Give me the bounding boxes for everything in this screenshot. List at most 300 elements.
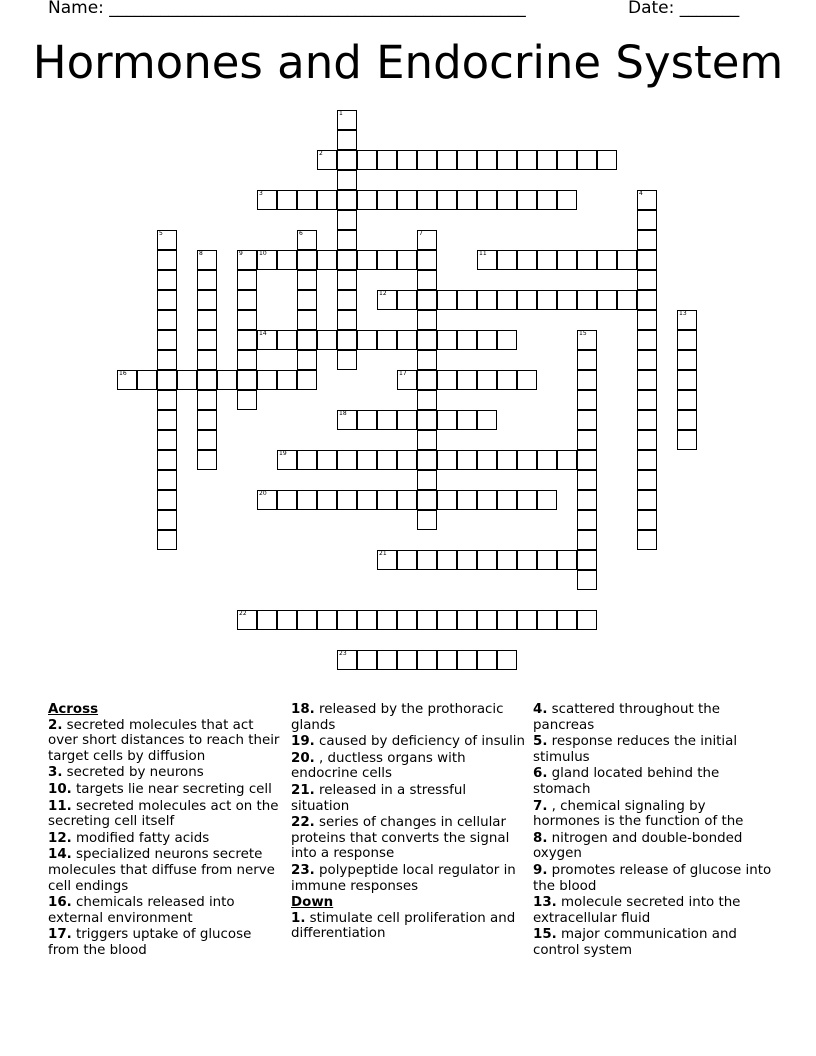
crossword-cell[interactable] <box>397 410 417 430</box>
crossword-cell[interactable] <box>157 350 177 370</box>
crossword-cell[interactable] <box>337 350 357 370</box>
crossword-cell[interactable] <box>557 610 577 630</box>
crossword-cell[interactable] <box>357 450 377 470</box>
crossword-cell[interactable] <box>197 310 217 330</box>
crossword-cell[interactable] <box>337 290 357 310</box>
crossword-cell[interactable] <box>357 150 377 170</box>
crossword-cell[interactable] <box>597 150 617 170</box>
crossword-cell[interactable] <box>577 450 597 470</box>
crossword-cell[interactable] <box>577 430 597 450</box>
crossword-cell[interactable] <box>637 310 657 330</box>
crossword-cell[interactable] <box>197 250 217 270</box>
crossword-cell[interactable] <box>237 350 257 370</box>
crossword-cell[interactable] <box>317 450 337 470</box>
crossword-cell[interactable] <box>337 190 357 210</box>
crossword-cell[interactable] <box>577 150 597 170</box>
crossword-cell[interactable] <box>377 490 397 510</box>
crossword-cell[interactable] <box>417 230 437 250</box>
crossword-cell[interactable] <box>517 490 537 510</box>
crossword-cell[interactable] <box>197 290 217 310</box>
crossword-cell[interactable] <box>117 370 137 390</box>
crossword-cell[interactable] <box>517 610 537 630</box>
crossword-cell[interactable] <box>297 330 317 350</box>
crossword-cell[interactable] <box>557 550 577 570</box>
crossword-cell[interactable] <box>297 190 317 210</box>
crossword-cell[interactable] <box>397 650 417 670</box>
clue-number: 13. <box>533 895 557 911</box>
crossword-cell[interactable] <box>237 310 257 330</box>
crossword-cell[interactable] <box>497 450 517 470</box>
crossword-cell[interactable] <box>357 330 377 350</box>
clue-number-label: 3 <box>259 190 263 197</box>
crossword-cell[interactable] <box>297 250 317 270</box>
crossword-cell[interactable] <box>377 650 397 670</box>
crossword-cell[interactable] <box>337 490 357 510</box>
crossword-cell[interactable] <box>157 370 177 390</box>
clue-item <box>291 751 527 782</box>
crossword-cell[interactable] <box>377 290 397 310</box>
clue-text: molecule secreted into the extracellular fluid <box>533 895 741 926</box>
crossword-cell[interactable] <box>397 150 417 170</box>
crossword-cell[interactable] <box>297 230 317 250</box>
crossword-cell[interactable] <box>237 390 257 410</box>
crossword-cell[interactable] <box>637 450 657 470</box>
crossword-cell[interactable] <box>517 370 537 390</box>
crossword-cell[interactable] <box>377 190 397 210</box>
crossword-cell[interactable] <box>337 650 357 670</box>
crossword-cell[interactable] <box>637 250 657 270</box>
clue-item <box>291 734 527 750</box>
crossword-cell[interactable] <box>197 430 217 450</box>
crossword-cell[interactable] <box>457 330 477 350</box>
crossword-cell[interactable] <box>537 290 557 310</box>
crossword-cell[interactable] <box>497 290 517 310</box>
clue-text: gland located behind the stomach <box>533 766 720 797</box>
crossword-cell[interactable] <box>397 450 417 470</box>
crossword-cell[interactable] <box>417 470 437 490</box>
crossword-cell[interactable] <box>277 370 297 390</box>
crossword-cell[interactable] <box>497 330 517 350</box>
crossword-cell[interactable] <box>677 350 697 370</box>
crossword-cell[interactable] <box>577 290 597 310</box>
crossword-cell[interactable] <box>297 310 317 330</box>
crossword-cell[interactable] <box>137 370 157 390</box>
crossword-cell[interactable] <box>537 610 557 630</box>
crossword-cell[interactable] <box>417 390 437 410</box>
crossword-cell[interactable] <box>397 610 417 630</box>
crossword-cell[interactable] <box>577 350 597 370</box>
crossword-cell[interactable] <box>157 310 177 330</box>
crossword-cell[interactable] <box>677 370 697 390</box>
crossword-cell[interactable] <box>577 330 597 350</box>
crossword-cell[interactable] <box>157 490 177 510</box>
crossword-cell[interactable] <box>417 290 437 310</box>
crossword-cell[interactable] <box>417 190 437 210</box>
crossword-cell[interactable] <box>417 430 437 450</box>
crossword-cell[interactable] <box>637 330 657 350</box>
crossword-cell[interactable] <box>337 210 357 230</box>
crossword-cell[interactable] <box>357 410 377 430</box>
crossword-cell[interactable] <box>257 490 277 510</box>
crossword-cell[interactable] <box>477 250 497 270</box>
crossword-cell[interactable] <box>617 290 637 310</box>
clue-number-label: 5 <box>159 230 163 237</box>
crossword-cell[interactable] <box>537 490 557 510</box>
crossword-cell[interactable] <box>317 490 337 510</box>
crossword-cell[interactable] <box>457 410 477 430</box>
crossword-cell[interactable] <box>197 370 217 390</box>
clue-number: 11. <box>48 798 72 814</box>
crossword-cell[interactable] <box>397 370 417 390</box>
crossword-cell[interactable] <box>677 430 697 450</box>
crossword-cell[interactable] <box>257 250 277 270</box>
crossword-cell[interactable] <box>157 450 177 470</box>
crossword-cell[interactable] <box>577 490 597 510</box>
crossword-cell[interactable] <box>417 350 437 370</box>
crossword-cell[interactable] <box>457 370 477 390</box>
crossword-cell[interactable] <box>397 550 417 570</box>
crossword-cell[interactable] <box>337 270 357 290</box>
clue-item <box>291 702 527 733</box>
crossword-cell[interactable] <box>637 530 657 550</box>
clue-text: released in a stressful situation <box>291 782 467 814</box>
crossword-cell[interactable] <box>337 150 357 170</box>
crossword-cell[interactable] <box>637 210 657 230</box>
crossword-cell[interactable] <box>397 190 417 210</box>
crossword-cell[interactable] <box>277 330 297 350</box>
crossword-cell[interactable] <box>337 130 357 150</box>
crossword-cell[interactable] <box>557 450 577 470</box>
crossword-cell[interactable] <box>357 490 377 510</box>
crossword-cell[interactable] <box>197 330 217 350</box>
crossword-cell[interactable] <box>257 190 277 210</box>
crossword-cell[interactable] <box>417 150 437 170</box>
clue-text: promotes release of glucose into the blood <box>533 862 772 894</box>
crossword-cell[interactable] <box>517 290 537 310</box>
crossword-cell[interactable] <box>157 470 177 490</box>
clues-column-2 <box>291 702 527 943</box>
crossword-cell[interactable] <box>357 190 377 210</box>
clue-text: nitrogen and double-bonded oxygen <box>533 830 743 862</box>
crossword-cell[interactable] <box>377 330 397 350</box>
crossword-cell[interactable] <box>437 370 457 390</box>
crossword-cell[interactable] <box>377 410 397 430</box>
crossword-cell[interactable] <box>477 150 497 170</box>
crossword-cell[interactable] <box>417 250 437 270</box>
crossword-cell[interactable] <box>537 450 557 470</box>
crossword-cell[interactable] <box>237 250 257 270</box>
clue-number-label: 23 <box>339 650 347 657</box>
clue-item <box>48 765 286 781</box>
crossword-cell[interactable] <box>317 330 337 350</box>
crossword-cell[interactable] <box>357 650 377 670</box>
crossword-cell[interactable] <box>497 190 517 210</box>
crossword-cell[interactable] <box>237 290 257 310</box>
crossword-cell[interactable] <box>397 290 417 310</box>
crossword-cell[interactable] <box>157 270 177 290</box>
crossword-cell[interactable] <box>577 370 597 390</box>
crossword-cell[interactable] <box>397 330 417 350</box>
crossword-cell[interactable] <box>237 610 257 630</box>
crossword-cell[interactable] <box>377 610 397 630</box>
clue-text: scattered throughout the pancreas <box>533 702 720 733</box>
crossword-cell[interactable] <box>337 610 357 630</box>
crossword-cell[interactable] <box>417 490 437 510</box>
clue-item <box>291 911 527 942</box>
clue-number: 8. <box>533 830 548 846</box>
crossword-cell[interactable] <box>637 430 657 450</box>
crossword-cell[interactable] <box>537 250 557 270</box>
crossword-cell[interactable] <box>457 490 477 510</box>
crossword-cell[interactable] <box>477 370 497 390</box>
crossword-cell[interactable] <box>417 410 437 430</box>
crossword-cell[interactable] <box>637 190 657 210</box>
crossword-cell[interactable] <box>437 550 457 570</box>
crossword-cell[interactable] <box>577 530 597 550</box>
clue-number: 12. <box>48 830 72 846</box>
crossword-cell[interactable] <box>537 190 557 210</box>
crossword-cell[interactable] <box>197 350 217 370</box>
crossword-cell[interactable] <box>557 250 577 270</box>
clue-item <box>48 927 286 958</box>
crossword-cell[interactable] <box>557 150 577 170</box>
crossword-cell[interactable] <box>497 490 517 510</box>
crossword-cell[interactable] <box>157 430 177 450</box>
crossword-cell[interactable] <box>377 250 397 270</box>
crossword-cell[interactable] <box>477 550 497 570</box>
crossword-cell[interactable] <box>577 610 597 630</box>
crossword-cell[interactable] <box>457 450 477 470</box>
crossword-cell[interactable] <box>377 150 397 170</box>
crossword-cell[interactable] <box>637 410 657 430</box>
crossword-cell[interactable] <box>157 410 177 430</box>
crossword-cell[interactable] <box>437 610 457 630</box>
crossword-cell[interactable] <box>517 550 537 570</box>
crossword-cell[interactable] <box>237 370 257 390</box>
crossword-cell[interactable] <box>457 610 477 630</box>
crossword-cell[interactable] <box>257 610 277 630</box>
crossword-cell[interactable] <box>237 270 257 290</box>
crossword-cell[interactable] <box>437 330 457 350</box>
crossword-cell[interactable] <box>637 390 657 410</box>
crossword-cell[interactable] <box>677 330 697 350</box>
crossword-cell[interactable] <box>217 370 237 390</box>
crossword-cell[interactable] <box>457 650 477 670</box>
crossword-cell[interactable] <box>577 410 597 430</box>
crossword-cell[interactable] <box>677 390 697 410</box>
crossword-cell[interactable] <box>297 490 317 510</box>
crossword-cell[interactable] <box>337 230 357 250</box>
crossword-cell[interactable] <box>517 190 537 210</box>
crossword-cell[interactable] <box>357 250 377 270</box>
crossword-cell[interactable] <box>337 170 357 190</box>
crossword-cell[interactable] <box>277 250 297 270</box>
crossword-cell[interactable] <box>537 150 557 170</box>
crossword-cell[interactable] <box>437 290 457 310</box>
crossword-cell[interactable] <box>297 350 317 370</box>
crossword-cell[interactable] <box>477 490 497 510</box>
crossword-cell[interactable] <box>497 150 517 170</box>
crossword-cell[interactable] <box>277 610 297 630</box>
crossword-cell[interactable] <box>537 550 557 570</box>
clue-number-label: 13 <box>679 310 687 317</box>
crossword-cell[interactable] <box>577 390 597 410</box>
crossword-cell[interactable] <box>157 250 177 270</box>
page-title: Hormones and Endocrine System <box>32 36 784 89</box>
clue-number: 16. <box>48 895 72 911</box>
crossword-cell[interactable] <box>577 570 597 590</box>
crossword-cell[interactable] <box>557 190 577 210</box>
crossword-cell[interactable] <box>397 490 417 510</box>
crossword-cell[interactable] <box>377 450 397 470</box>
crossword-cell[interactable] <box>637 270 657 290</box>
crossword-cell[interactable] <box>157 390 177 410</box>
crossword-cell[interactable] <box>577 510 597 530</box>
crossword-cell[interactable] <box>157 230 177 250</box>
crossword-cell[interactable] <box>457 190 477 210</box>
crossword-cell[interactable] <box>577 250 597 270</box>
crossword-cell[interactable] <box>497 650 517 670</box>
crossword-cell[interactable] <box>237 330 257 350</box>
crossword-cell[interactable] <box>477 410 497 430</box>
crossword-cell[interactable] <box>417 510 437 530</box>
crossword-cell[interactable] <box>577 470 597 490</box>
crossword-cell[interactable] <box>337 110 357 130</box>
crossword-cell[interactable] <box>377 550 397 570</box>
crossword-cell[interactable] <box>417 270 437 290</box>
crossword-cell[interactable] <box>397 250 417 270</box>
crossword-cell[interactable] <box>477 190 497 210</box>
crossword-cell[interactable] <box>457 550 477 570</box>
crossword-cell[interactable] <box>517 250 537 270</box>
crossword-cell[interactable] <box>637 350 657 370</box>
crossword-cell[interactable] <box>277 490 297 510</box>
crossword-cell[interactable] <box>417 550 437 570</box>
crossword-cell[interactable] <box>317 150 337 170</box>
crossword-cell[interactable] <box>297 270 317 290</box>
clue-item <box>533 895 773 926</box>
crossword-cell[interactable] <box>437 410 457 430</box>
clue-number: 20. <box>291 750 315 766</box>
crossword-cell[interactable] <box>417 370 437 390</box>
crossword-cell[interactable] <box>337 410 357 430</box>
clue-number-label: 2 <box>319 150 323 157</box>
crossword-cell[interactable] <box>557 290 577 310</box>
clue-item <box>533 734 773 765</box>
crossword-cell[interactable] <box>497 550 517 570</box>
crossword-cell[interactable] <box>417 650 437 670</box>
crossword-cell[interactable] <box>277 450 297 470</box>
crossword-cell[interactable] <box>337 310 357 330</box>
crossword-cell[interactable] <box>477 290 497 310</box>
crossword-cell[interactable] <box>297 370 317 390</box>
crossword-cell[interactable] <box>197 410 217 430</box>
crossword-cell[interactable] <box>157 530 177 550</box>
clue-text: major communication and control system <box>533 927 737 958</box>
crossword-cell[interactable] <box>297 610 317 630</box>
crossword-cell[interactable] <box>677 410 697 430</box>
crossword-cell[interactable] <box>257 330 277 350</box>
crossword-cell[interactable] <box>417 450 437 470</box>
crossword-cell[interactable] <box>337 330 357 350</box>
crossword-cell[interactable] <box>497 250 517 270</box>
crossword-cell[interactable] <box>477 330 497 350</box>
date-field-label: Date: _______ <box>628 0 740 18</box>
crossword-cell[interactable] <box>477 610 497 630</box>
crossword-cell[interactable] <box>437 450 457 470</box>
clue-number: 18. <box>291 702 315 717</box>
crossword-cell[interactable] <box>357 610 377 630</box>
clue-number: 23. <box>291 862 315 878</box>
clue-text: secreted molecules that act over short distances to reach their target cells by diffusion <box>48 717 280 764</box>
crossword-cell[interactable] <box>417 610 437 630</box>
crossword-cell[interactable] <box>637 290 657 310</box>
crossword-cell[interactable] <box>317 190 337 210</box>
crossword-cell[interactable] <box>637 370 657 390</box>
crossword-cell[interactable] <box>637 490 657 510</box>
clue-number: 6. <box>533 766 548 782</box>
crossword-cell[interactable] <box>457 150 477 170</box>
clue-number-label: 18 <box>339 410 347 417</box>
crossword-cell[interactable] <box>577 550 597 570</box>
crossword-cell[interactable] <box>437 150 457 170</box>
crossword-cell[interactable] <box>597 250 617 270</box>
clue-text: specialized neurons secrete molecules that diffuse from nerve cell endings <box>48 847 275 894</box>
clue-number-label: 1 <box>339 110 343 117</box>
crossword-cell[interactable] <box>517 150 537 170</box>
crossword-cell[interactable] <box>597 290 617 310</box>
crossword-cell[interactable] <box>297 290 317 310</box>
crossword-cell[interactable] <box>277 190 297 210</box>
crossword-cell[interactable] <box>437 650 457 670</box>
clue-text: , chemical signaling by hormones is the function of the <box>533 798 744 830</box>
crossword-cell[interactable] <box>257 370 277 390</box>
crossword-cell[interactable] <box>637 230 657 250</box>
crossword-cell[interactable] <box>437 190 457 210</box>
crossword-cell[interactable] <box>477 650 497 670</box>
crossword-cell[interactable] <box>337 450 357 470</box>
crossword-cell[interactable] <box>477 450 497 470</box>
crossword-cell[interactable] <box>317 610 337 630</box>
crossword-cell[interactable] <box>417 330 437 350</box>
clue-number: 1. <box>291 910 306 926</box>
crossword-cell[interactable] <box>417 310 437 330</box>
clue-number-label: 20 <box>259 490 267 497</box>
crossword-cell[interactable] <box>157 330 177 350</box>
crossword-cell[interactable] <box>177 370 197 390</box>
crossword-cell[interactable] <box>197 270 217 290</box>
clue-text: released by the prothoracic glands <box>291 702 504 733</box>
crossword-cell[interactable] <box>157 290 177 310</box>
crossword-cell[interactable] <box>457 290 477 310</box>
crossword-cell[interactable] <box>297 450 317 470</box>
clues-column-3 <box>533 702 773 960</box>
crossword-cell[interactable] <box>197 390 217 410</box>
crossword-cell[interactable] <box>637 510 657 530</box>
clue-item <box>291 863 527 894</box>
crossword-cell[interactable] <box>637 470 657 490</box>
crossword-cell[interactable] <box>617 250 637 270</box>
crossword-cell[interactable] <box>497 610 517 630</box>
crossword-cell[interactable] <box>677 310 697 330</box>
crossword-cell[interactable] <box>157 510 177 530</box>
crossword-cell[interactable] <box>317 250 337 270</box>
crossword-cell[interactable] <box>517 450 537 470</box>
crossword-cell[interactable] <box>197 450 217 470</box>
crossword-cell[interactable] <box>337 250 357 270</box>
crossword-cell[interactable] <box>497 370 517 390</box>
crossword-cell[interactable] <box>437 490 457 510</box>
